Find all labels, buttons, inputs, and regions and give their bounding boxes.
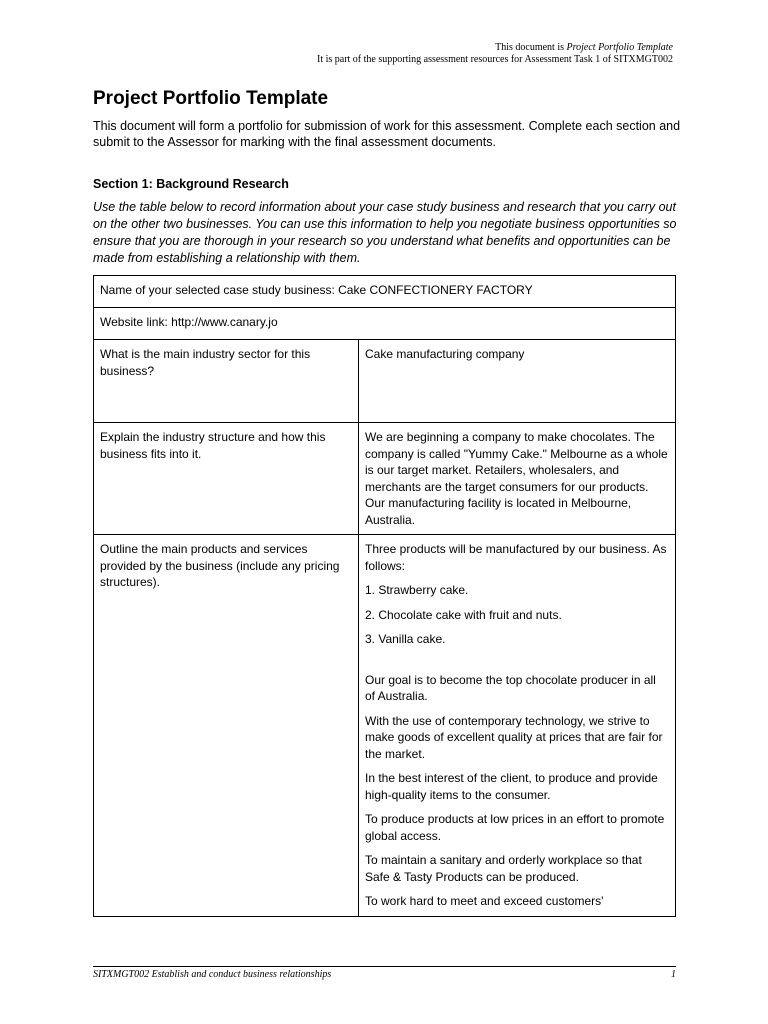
- header-line-2: It is part of the supporting assessment resources for Assessment Task 1 of SITXMGT002: [316, 54, 673, 65]
- business-name-cell: Name of your selected case study business: Cake CONFECTIONERY FACTORY: [94, 276, 676, 308]
- table-row: [94, 308, 676, 340]
- header-doc-title: Project Portfolio Template: [566, 42, 673, 53]
- question-cell: Explain the industry structure and how this business fits into it.: [94, 423, 359, 535]
- answer-cell: [359, 423, 676, 535]
- product-item: 3. Vanilla cake.: [365, 632, 446, 646]
- section-heading: Section 1: Background Research: [93, 177, 289, 191]
- product-item: 2. Chocolate cake with fruit and nuts.: [365, 607, 562, 622]
- spacer: [365, 656, 669, 672]
- footer-divider: [93, 966, 676, 967]
- goal-item: With the use of contemporary technology, we strive to make goods of excellent quality at prices that are fair for the market.: [365, 713, 663, 761]
- header-line-1: [317, 42, 673, 54]
- document-header: [317, 42, 673, 66]
- goal-item: To work hard to meet and exceed customers': [365, 894, 604, 908]
- answer-text: Cake manufacturing company: [365, 347, 525, 361]
- table-row: [94, 535, 676, 917]
- question-cell: What is the main industry sector for this business?: [94, 340, 359, 423]
- answer-cell: [359, 535, 676, 917]
- goal-item: To produce products at low prices in an effort to promote global access.: [365, 812, 665, 843]
- instructions-paragraph: Use the table below to record information about your case study business and research that you carry out on the other two businesses. You can use this information to help you negotiate business opportunities so ensure that you are thorough in your research so you understand what benefits and opportunities can be made from establishing a relationship with them.: [93, 200, 677, 265]
- goal-item: To maintain a sanitary and orderly workplace so that Safe & Tasty Products can be produced.: [365, 853, 642, 884]
- table-row: [94, 423, 676, 535]
- goal-item: Our goal is to become the top chocolate producer in all of Australia.: [365, 672, 656, 703]
- answer-cell: [359, 340, 676, 423]
- table-row: [94, 276, 676, 308]
- website-cell: Website link: http://www.canary.jo: [94, 308, 676, 340]
- research-table: [93, 275, 676, 917]
- product-item: 1. Strawberry cake.: [365, 583, 469, 597]
- goal-item: In the best interest of the client, to produce and provide high-quality items to the consumer.: [365, 771, 658, 802]
- intro-paragraph: This document will form a portfolio for submission of work for this assessment. Complete each section and submit to the Assessor for marking with the final assessment documents.: [93, 119, 681, 149]
- page-title: Project Portfolio Template: [93, 88, 329, 109]
- answer-text: We are beginning a company to make chocolates. The company is called "Yummy Cake." Melbourne as a whole is our target market. Retailers, wholesalers, and merchants are the target consumers for our products. Our manufacturing facility is located in Melbourne, Australia.: [365, 430, 668, 527]
- header-prefix: This document is: [495, 42, 567, 53]
- page-number: 1: [671, 969, 676, 980]
- table-row: [94, 340, 676, 423]
- answer-intro: Three products will be manufactured by our business. As follows:: [365, 542, 667, 573]
- footer-unit-title: SITXMGT002 Establish and conduct business relationships: [93, 969, 332, 980]
- question-cell: Outline the main products and services provided by the business (include any pricing structures).: [94, 535, 359, 917]
- document-footer: [93, 969, 676, 980]
